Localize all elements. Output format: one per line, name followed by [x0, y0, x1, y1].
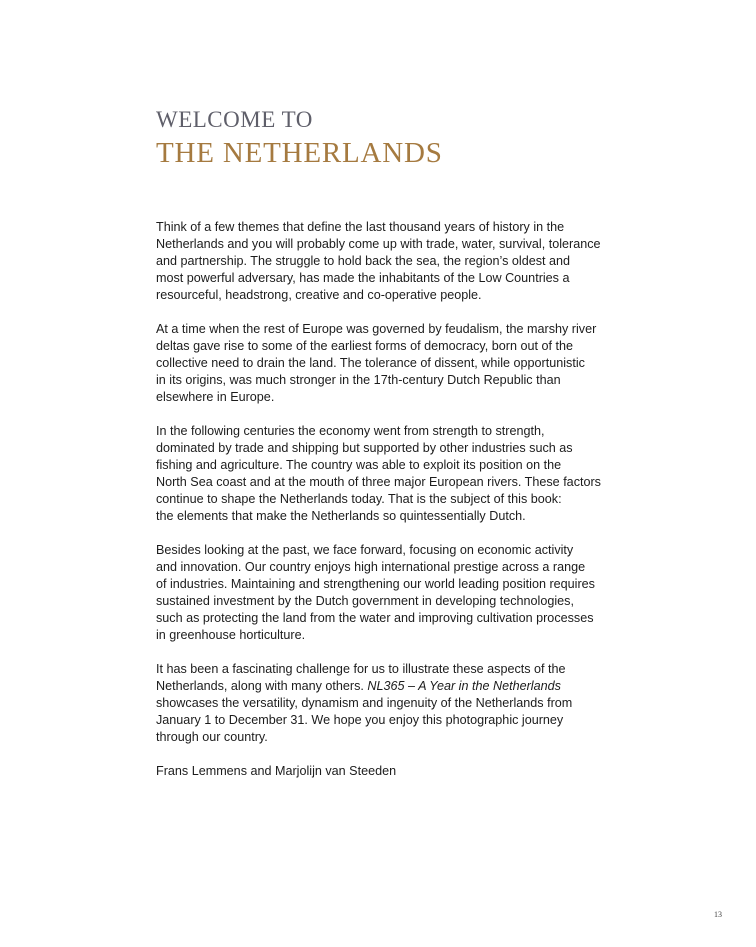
- title-line-netherlands: THE NETHERLANDS: [156, 137, 443, 169]
- paragraph-line: dominated by trade and shipping but supported by other industries such as: [156, 441, 573, 455]
- paragraph-line: North Sea coast and at the mouth of three major European rivers. These factors: [156, 475, 601, 489]
- paragraph-line: It has been a fascinating challenge for us to illustrate these aspects of the: [156, 662, 566, 676]
- paragraph-2: [156, 321, 616, 406]
- paragraph-line: In the following centuries the economy went from strength to strength,: [156, 424, 545, 438]
- paragraph-line: sustained investment by the Dutch government in developing technologies,: [156, 594, 574, 608]
- paragraph-1: [156, 219, 616, 304]
- paragraph-text: Netherlands, along with many others.: [156, 679, 368, 693]
- page-number: 13: [714, 910, 722, 919]
- author-signature: Frans Lemmens and Marjolijn van Steeden: [156, 764, 397, 778]
- paragraph-line: of industries. Maintaining and strengthening our world leading position requires: [156, 577, 595, 591]
- paragraph-line: elsewhere in Europe.: [156, 390, 275, 404]
- page-title: [156, 106, 636, 170]
- paragraph-line: through our country.: [156, 730, 268, 744]
- paragraph-line: in greenhouse horticulture.: [156, 628, 306, 642]
- paragraph-line: fishing and agriculture. The country was able to exploit its position on the: [156, 458, 562, 472]
- paragraph-4: [156, 542, 616, 644]
- paragraph-line: collective need to drain the land. The tolerance of dissent, while opportunistic: [156, 356, 585, 370]
- paragraph-line: Netherlands and you will probably come up with trade, water, survival, tolerance: [156, 237, 601, 251]
- body-text: [156, 219, 616, 780]
- paragraph-line: and innovation. Our country enjoys high international prestige across a range: [156, 560, 586, 574]
- paragraph-line: [156, 678, 616, 695]
- paragraph-line: Think of a few themes that define the last thousand years of history in the: [156, 220, 565, 234]
- paragraph-line: resourceful, headstrong, creative and co-operative people.: [156, 288, 482, 302]
- paragraph-line: showcases the versatility, dynamism and ingenuity of the Netherlands from: [156, 696, 573, 710]
- paragraph-3: [156, 423, 616, 525]
- paragraph-line: At a time when the rest of Europe was governed by feudalism, the marshy river: [156, 322, 597, 336]
- paragraph-line: in its origins, was much stronger in the 17th-century Dutch Republic than: [156, 373, 561, 387]
- paragraph-line: and partnership. The struggle to hold back the sea, the region’s oldest and: [156, 254, 571, 268]
- title-line-welcome: WELCOME TO: [156, 107, 313, 132]
- paragraph-line: continue to shape the Netherlands today. That is the subject of this book:: [156, 492, 562, 506]
- paragraph-line: January 1 to December 31. We hope you enjoy this photographic journey: [156, 713, 564, 727]
- paragraph-line: the elements that make the Netherlands so quintessentially Dutch.: [156, 509, 526, 523]
- book-title: NL365 – A Year in the Netherlands: [367, 679, 561, 693]
- paragraph-line: such as protecting the land from the water and improving cultivation processes: [156, 611, 594, 625]
- paragraph-5: [156, 661, 616, 746]
- paragraph-line: Besides looking at the past, we face forward, focusing on economic activity: [156, 543, 574, 557]
- paragraph-line: deltas gave rise to some of the earliest forms of democracy, born out of the: [156, 339, 573, 353]
- paragraph-line: most powerful adversary, has made the inhabitants of the Low Countries a: [156, 271, 570, 285]
